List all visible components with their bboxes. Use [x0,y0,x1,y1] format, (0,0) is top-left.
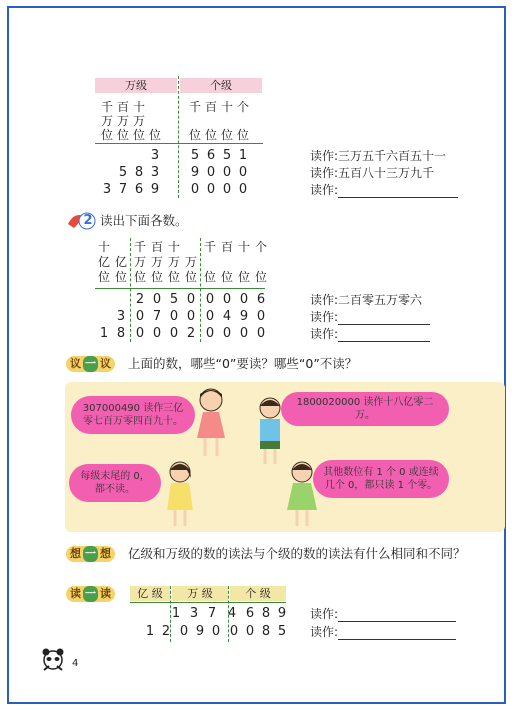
digit-cell: 5 [169,292,179,307]
place-label: 万 [116,114,129,128]
digit-cell: 8 [134,165,144,180]
digit-cell: 0 [169,326,179,341]
digit-cell: 3 [116,309,126,324]
digit-cell: 2 [161,624,171,639]
place-label: 千 [133,240,146,254]
group-header-wan: 万级 [95,78,177,93]
digit-cell: 0 [169,309,179,324]
digit-cell: 6 [256,292,266,307]
place-label: 位 [220,270,233,284]
digit-cell: 0 [135,309,145,324]
header-underline [95,143,263,144]
reading-line [310,326,430,342]
place-label: 位 [237,270,250,284]
digit-cell: 9 [239,309,249,324]
place-label: 万 [100,114,113,128]
girl-1-icon [185,386,237,460]
digit-cell: 1 [171,606,181,621]
discuss-question: 上面的数，哪些“0”要读？哪些“0”不读？ [128,356,358,371]
digit-cell: 8 [116,326,126,341]
reading-line [310,292,422,308]
digit-cell: 3 [150,148,160,163]
digit-cell: 9 [277,606,287,621]
place-label: 位 [204,128,217,142]
digit-cell: 0 [206,182,216,197]
yi-divider [130,238,131,342]
digit-cell: 0 [222,165,232,180]
place-label: 位 [188,128,201,142]
digit-cell: 0 [222,292,232,307]
digit-cell: 5 [118,165,128,180]
place-label: 位 [150,270,163,284]
speech-bubble-2: 1800020000 读作十八亿零二万。 [281,392,449,426]
digit-cell: 0 [152,292,162,307]
digit-cell: 1 [99,326,109,341]
digit-cell: 1 [145,624,155,639]
wan-divider [200,238,201,342]
place-label: 位 [97,270,110,284]
place-label: 百 [220,240,233,254]
place-label: 十 [167,240,180,254]
digit-cell: 4 [222,309,232,324]
place-label: 位 [184,270,197,284]
digit-cell: 8 [261,624,271,639]
reading-blank [338,185,458,198]
think-badge: 想 一 想 [66,546,115,562]
digit-cell: 9 [195,624,205,639]
reading-label: 读作: [310,293,339,307]
digit-cell: 6 [206,148,216,163]
digit-cell: 1 [238,148,248,163]
digit-cell: 2 [135,292,145,307]
reading-blank [338,609,456,622]
place-label: 位 [203,270,216,284]
reading-label: 读作: [310,625,339,639]
digit-cell: 4 [227,606,237,621]
speech-bubble-4: 其他数位有 1 个 0 或连续几个 0，都只读 1 个零。 [313,460,449,498]
place-label: 万 [167,255,180,269]
place-label: 位 [114,270,127,284]
place-label: 万 [184,255,197,269]
digit-cell: 0 [238,165,248,180]
digit-cell: 0 [245,624,255,639]
digit-cell: 3 [189,606,199,621]
digit-cell: 9 [150,182,160,197]
digit-cell: 7 [207,606,217,621]
group-header-wan: 万 级 [172,586,228,601]
level-divider [178,76,179,198]
digit-cell: 0 [205,326,215,341]
digit-cell: 3 [150,165,160,180]
read-badge: 读 一 读 [66,586,115,602]
reading-blank [338,627,456,640]
digit-cell: 0 [256,309,266,324]
place-label: 千 [100,100,113,114]
digit-cell: 0 [205,292,215,307]
reading-label: 读作: [310,327,339,341]
digit-cell: 0 [186,292,196,307]
group-header-yi: 亿 级 [130,586,170,601]
reading-label: 读作: [310,607,339,621]
place-label: 位 [167,270,180,284]
reading-line [310,624,456,640]
reading-blank [338,329,430,342]
place-label: 十 [220,100,233,114]
place-label: 位 [132,128,145,142]
digit-cell: 0 [256,326,266,341]
place-label: 千 [188,100,201,114]
digit-cell: 0 [239,292,249,307]
digit-cell: 7 [152,309,162,324]
digit-cell: 5 [277,624,287,639]
place-label: 位 [100,128,113,142]
digit-cell: 5 [222,148,232,163]
place-label: 十 [132,100,145,114]
digit-cell: 6 [245,606,255,621]
digit-cell: 0 [222,326,232,341]
header-underline-2 [95,288,265,289]
place-label: 百 [150,240,163,254]
digit-cell: 0 [179,624,189,639]
digit-cell: 0 [135,326,145,341]
girl-3-icon [279,460,325,528]
discussion-illustration [65,382,505,532]
digit-cell: 0 [238,182,248,197]
boy-1-icon [247,396,293,466]
reading-answer: 二百零五万零六 [338,293,423,307]
digit-cell: 2 [186,326,196,341]
think-question: 亿级和万级的数的读法与个级的数的读法有什么相同和不同？ [128,546,466,561]
read-header-underline [130,602,286,603]
reading-answer: 三万五千六百五十一 [338,149,447,163]
panda-icon [38,646,68,672]
speech-bubble-3: 每级末尾的 0，都不读。 [69,464,161,502]
page-number: 4 [72,658,79,669]
digit-cell: 0 [239,326,249,341]
reading-line [310,165,434,181]
digit-cell: 0 [229,624,239,639]
reading-label: 读作: [310,149,339,163]
digit-cell: 0 [222,182,232,197]
digit-cell: 0 [211,624,221,639]
digit-cell: 0 [186,309,196,324]
section-number: 2 [83,213,93,228]
girl-2-icon [157,460,203,528]
digit-cell: 6 [134,182,144,197]
place-label: 位 [254,270,267,284]
place-label: 个 [254,240,267,254]
digit-cell: 9 [190,165,200,180]
digit-cell: 7 [118,182,128,197]
place-label: 个 [236,100,249,114]
place-label: 百 [116,100,129,114]
reading-label: 读作: [310,183,339,197]
place-label: 千 [203,240,216,254]
reading-line [310,606,456,622]
place-label: 万 [150,255,163,269]
reading-label: 读作: [310,166,339,180]
place-label: 万 [133,255,146,269]
place-label: 十 [237,240,250,254]
digit-cell: 5 [190,148,200,163]
reading-label: 读作: [310,310,339,324]
reading-blank [338,312,430,325]
digit-cell: 0 [190,182,200,197]
reading-answer: 五百八十三万九千 [338,166,435,180]
digit-cell: 8 [261,606,271,621]
discuss-badge: 议 一 议 [66,356,115,372]
place-label: 亿 [97,255,110,269]
digit-cell: 0 [206,165,216,180]
section-2-marker [66,210,96,232]
group-header-ge: 个 级 [230,586,286,601]
speech-bubble-1: 307000490 读作三亿零七百万零四百九十。 [71,396,195,434]
place-label: 亿 [114,255,127,269]
digit-cell: 3 [102,182,112,197]
reading-line [310,182,458,198]
place-label: 百 [204,100,217,114]
place-label: 十 [97,240,110,254]
place-label: 位 [220,128,233,142]
place-label: 万 [132,114,145,128]
section-2-instruction: 读出下面各数。 [100,213,188,228]
place-label: 位 [236,128,249,142]
place-label: 位 [148,128,161,142]
reading-line [310,309,430,325]
group-header-ge: 个级 [180,78,262,93]
digit-cell: 0 [152,326,162,341]
digit-cell: 0 [205,309,215,324]
place-label: 位 [133,270,146,284]
place-label: 位 [116,128,129,142]
reading-line [310,148,446,164]
